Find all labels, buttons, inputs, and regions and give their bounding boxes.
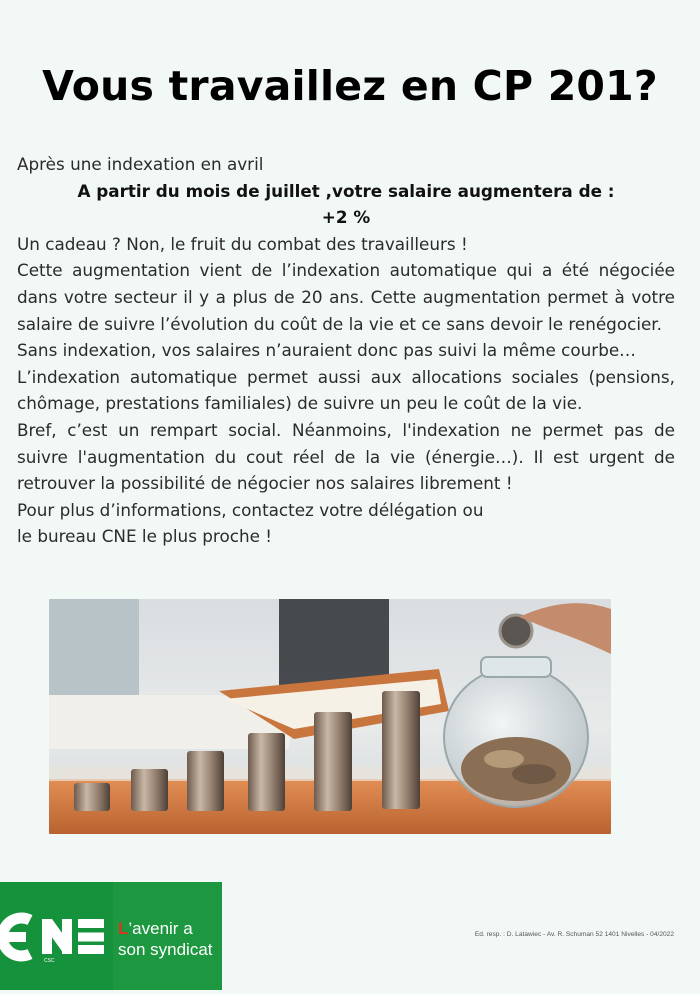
paragraph-4: L’indexation automatique permet aussi aux allocations sociales (pensions, chômage, prestations familiales) de suivre un peu le coût de la vie. bbox=[17, 366, 675, 414]
csc-label: CSC bbox=[44, 958, 55, 964]
coins-photo bbox=[49, 599, 611, 834]
cne-logo-mark bbox=[0, 882, 113, 990]
editor-responsible-note: Ed. resp. : D. Latawiec - Av. R. Schuman 52 1401 Nivelles - 04/2022 bbox=[474, 931, 674, 938]
slogan bbox=[118, 918, 222, 960]
article-body bbox=[17, 151, 675, 550]
paragraph-6: Pour plus d’informations, contactez votre délégation ou bbox=[17, 499, 484, 520]
paragraph-2: Cette augmentation vient de l’indexation automatique qui a été négociée dans votre secteur il y a plus de 20 ans. Cette augmentation permet à votre salaire de suivre l’évolution du coût de la vie et ce sans devoir le renégocier. bbox=[17, 260, 675, 334]
cne-wordmark-icon bbox=[0, 882, 113, 990]
paragraph-3: Sans indexation, vos salaires n’auraient donc pas suivi la même courbe… bbox=[17, 340, 636, 361]
paragraph-5: Bref, c’est un rempart social. Néanmoins, l'indexation ne permet pas de suivre l'augmentation du cout réel de la vie (énergie…). Il est urgent de retrouver la possibilité de négocier nos salaires librement ! bbox=[17, 419, 675, 494]
intro-text: Après une indexation en avril bbox=[17, 154, 264, 174]
paragraph-1: Un cadeau ? Non, le fruit du combat des travailleurs ! bbox=[17, 233, 468, 254]
slogan-first-letter: L bbox=[118, 919, 129, 938]
slogan-line-1: ’avenir a bbox=[128, 919, 193, 938]
slogan-line-2: son syndicat bbox=[118, 940, 213, 959]
page-title: Vous travaillez en CP 201? bbox=[42, 62, 658, 110]
paragraph-7: le bureau CNE le plus proche ! bbox=[17, 526, 272, 547]
coins-illustration bbox=[49, 599, 611, 834]
cne-logo bbox=[0, 882, 222, 990]
headline-text: A partir du mois de juillet ,votre salaire augmentera de : bbox=[77, 180, 615, 201]
increase-value: +2 % bbox=[321, 207, 371, 228]
